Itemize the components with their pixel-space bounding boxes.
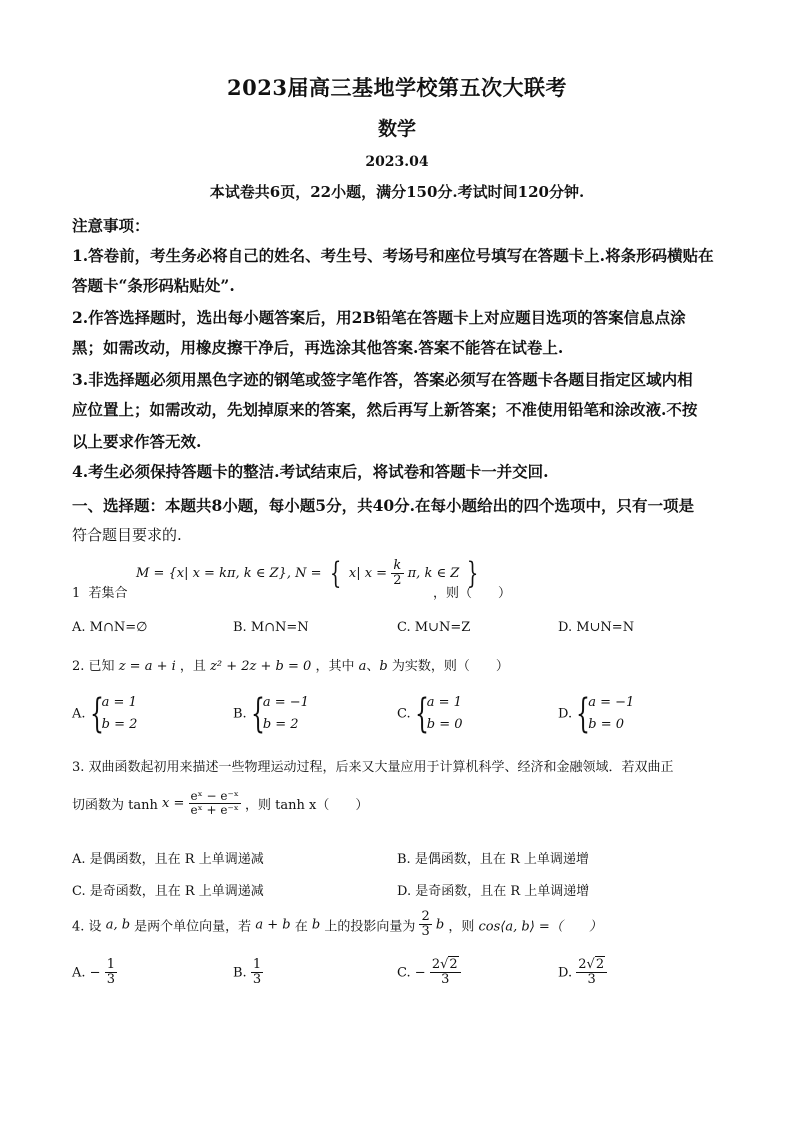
option-b: B. { a = −1 b = 2 — [233, 691, 309, 737]
option-a: A. { a = 1 b = 2 — [72, 691, 138, 737]
equation-system: { a = −1 b = 0 — [576, 691, 635, 737]
question-1-suffix: ，则（ ） — [433, 586, 512, 601]
option-b: B. 是偶函数，且在 R 上单调递增 — [397, 852, 589, 867]
fraction: $\frac{2√2}{3}$ — [576, 958, 607, 988]
option-a: A. − $\frac{1}{3}$ — [72, 957, 115, 988]
notice-heading: 注意事项： — [72, 216, 150, 235]
notice-line: 黑；如需改动，用橡皮擦干净后，再选涂其他答案.答案不能答在试卷上. — [72, 338, 564, 357]
question-3-line1: 3. 双曲函数起初用来描述一些物理运动过程，后来又大量应用于计算机科学、经济和金融领域．若双曲正 — [72, 760, 674, 775]
exam-title: 2023届高三基地学校第五次大联考 — [227, 75, 567, 100]
notice-line: 2.作答选择题时，选出每小题答案后，用2B铅笔在答题卡上对应题目选项的答案信息点涂 — [72, 308, 686, 327]
question-1-sets: M = {x| x = kπ, k ∈ Z}, N = { x| x = $\frac{k}{2}$ π, k ∈ Z } — [136, 556, 479, 591]
fraction: $\frac{2√2}{3}$ — [430, 958, 461, 988]
equation-system: { a = 1 b = 2 — [89, 691, 138, 737]
notice-line: 答题卡“条形码粘贴处”. — [72, 276, 235, 295]
option-c: C. 是奇函数，且在 R 上单调递减 — [72, 884, 264, 899]
option-a: A. 是偶函数，且在 R 上单调递减 — [72, 852, 264, 867]
equation-system: { a = −1 b = 2 — [250, 691, 309, 737]
question-2: 2. 已知 z = a + i ，且 z² + 2z + b = 0 ，其中 a、b 为实数，则（ ） — [72, 659, 509, 674]
question-4: 4. 设 a, b 是两个单位向量，若 a + b 在 b 上的投影向量为 $\frac{2}{3}$ b ，则 cos⟨a, b⟩ =（ ） — [72, 909, 602, 940]
section-heading: 一、选择题：本题共8小题，每小题5分，共40分.在每小题给出的四个选项中，只有一项是 — [72, 496, 695, 515]
fraction: $\frac{1}{3}$ — [106, 957, 115, 988]
section-heading-cont: 符合题目要求的. — [72, 526, 182, 544]
notice-line: 4.考生必须保持答题卡的整洁.考试结束后，将试卷和答题卡一并交回. — [72, 462, 549, 481]
fraction: $\frac{k}{2}$ — [393, 557, 402, 588]
question-3-line2: 切函数为 tanh x = $\frac{\text{eˣ − e⁻ˣ}}{\text{eˣ + e⁻ˣ}}$ ，则 tanh x（ ） — [72, 789, 369, 818]
question-1-prefix: 1 若集合 — [72, 586, 128, 601]
option-c: C. { a = 1 b = 0 — [397, 691, 463, 737]
notice-line: 应位置上；如需改动，先划掉原来的答案，然后再写上新答案；不准使用铅笔和涂改液.不按 — [72, 400, 698, 419]
subject-title: 数学 — [377, 118, 416, 140]
option-d: D. M∪N=N — [558, 620, 635, 635]
option-d: D. { a = −1 b = 0 — [558, 691, 635, 737]
fraction: $\frac{2}{3}$ — [421, 909, 430, 940]
notice-line: 1.答卷前，考生务必将自己的姓名、考生号、考场号和座位号填写在答题卡上.将条形码横贴在 — [72, 246, 714, 265]
notice-line: 以上要求作答无效. — [72, 432, 202, 451]
option-a: A. M∩N=∅ — [72, 620, 148, 635]
option-d: D. $\frac{2√2}{3}$ — [558, 958, 607, 988]
equation-system: { a = 1 b = 0 — [414, 691, 463, 737]
option-c: C. − $\frac{2√2}{3}$ — [397, 958, 461, 988]
notice-line: 3.非选择题必须用黑色字迹的钢笔或签字笔作答，答案必须写在答题卡各题目指定区域内相 — [72, 370, 693, 389]
fraction: $\frac{\text{eˣ − e⁻ˣ}}{\text{eˣ + e⁻ˣ}}$ — [190, 789, 239, 818]
option-c: C. M∪N=Z — [397, 620, 471, 635]
fraction: $\frac{1}{3}$ — [252, 957, 262, 988]
exam-info: 本试卷共6页，22小题，满分150分.考试时间120分钟. — [209, 183, 585, 201]
option-b: B. M∩N=N — [233, 620, 309, 635]
option-d: D. 是奇函数，且在 R 上单调递增 — [397, 884, 590, 899]
option-b: B. $\frac{1}{3}$ — [233, 957, 262, 988]
exam-date: 2023.04 — [365, 154, 429, 170]
